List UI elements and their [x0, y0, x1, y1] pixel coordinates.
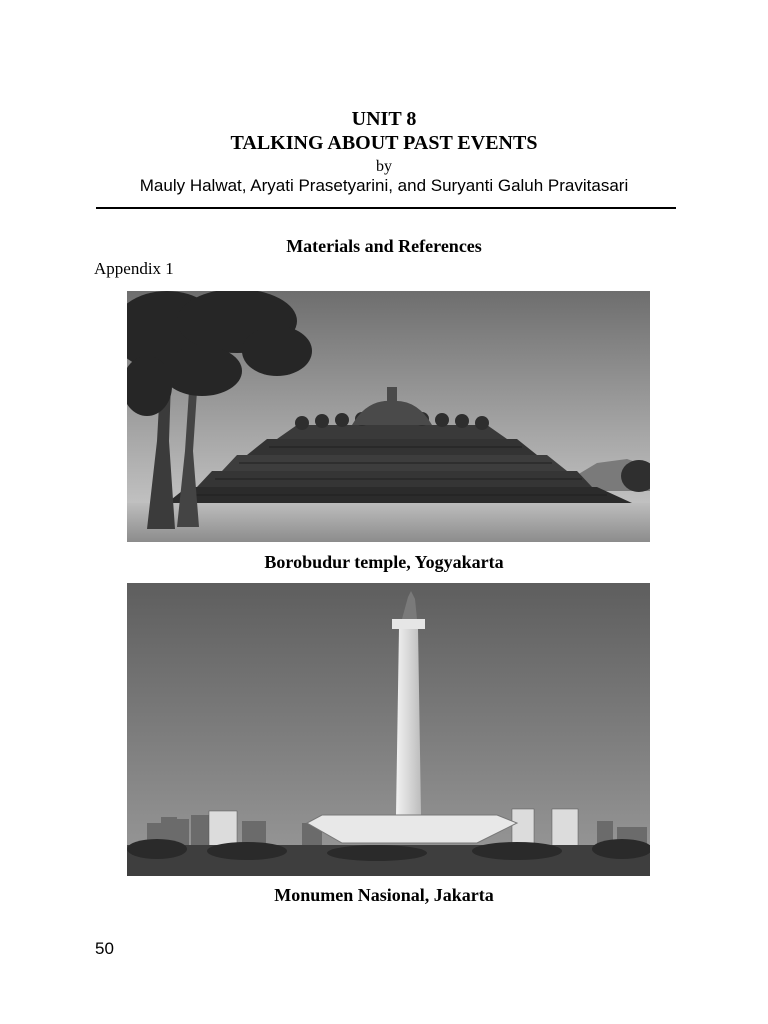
- borobudur-caption: Borobudur temple, Yogyakarta: [264, 552, 504, 572]
- unit-title: TALKING ABOUT PAST EVENTS: [230, 132, 538, 154]
- monas-caption: Monumen Nasional, Jakarta: [274, 885, 494, 905]
- appendix-label: Appendix 1: [94, 259, 174, 278]
- header-divider: [96, 207, 676, 209]
- page-number: 50: [95, 939, 114, 958]
- section-heading: Materials and References: [286, 236, 482, 256]
- authors: Mauly Halwat, Aryati Prasetyarini, and Suryanti Galuh Pravitasari: [139, 176, 629, 195]
- byline-label: by: [376, 158, 392, 175]
- monas-illustration: [127, 583, 650, 876]
- borobudur-photo: [127, 291, 650, 542]
- unit-number: UNIT 8: [351, 108, 417, 130]
- monas-photo: [127, 583, 650, 876]
- borobudur-illustration: [127, 291, 650, 542]
